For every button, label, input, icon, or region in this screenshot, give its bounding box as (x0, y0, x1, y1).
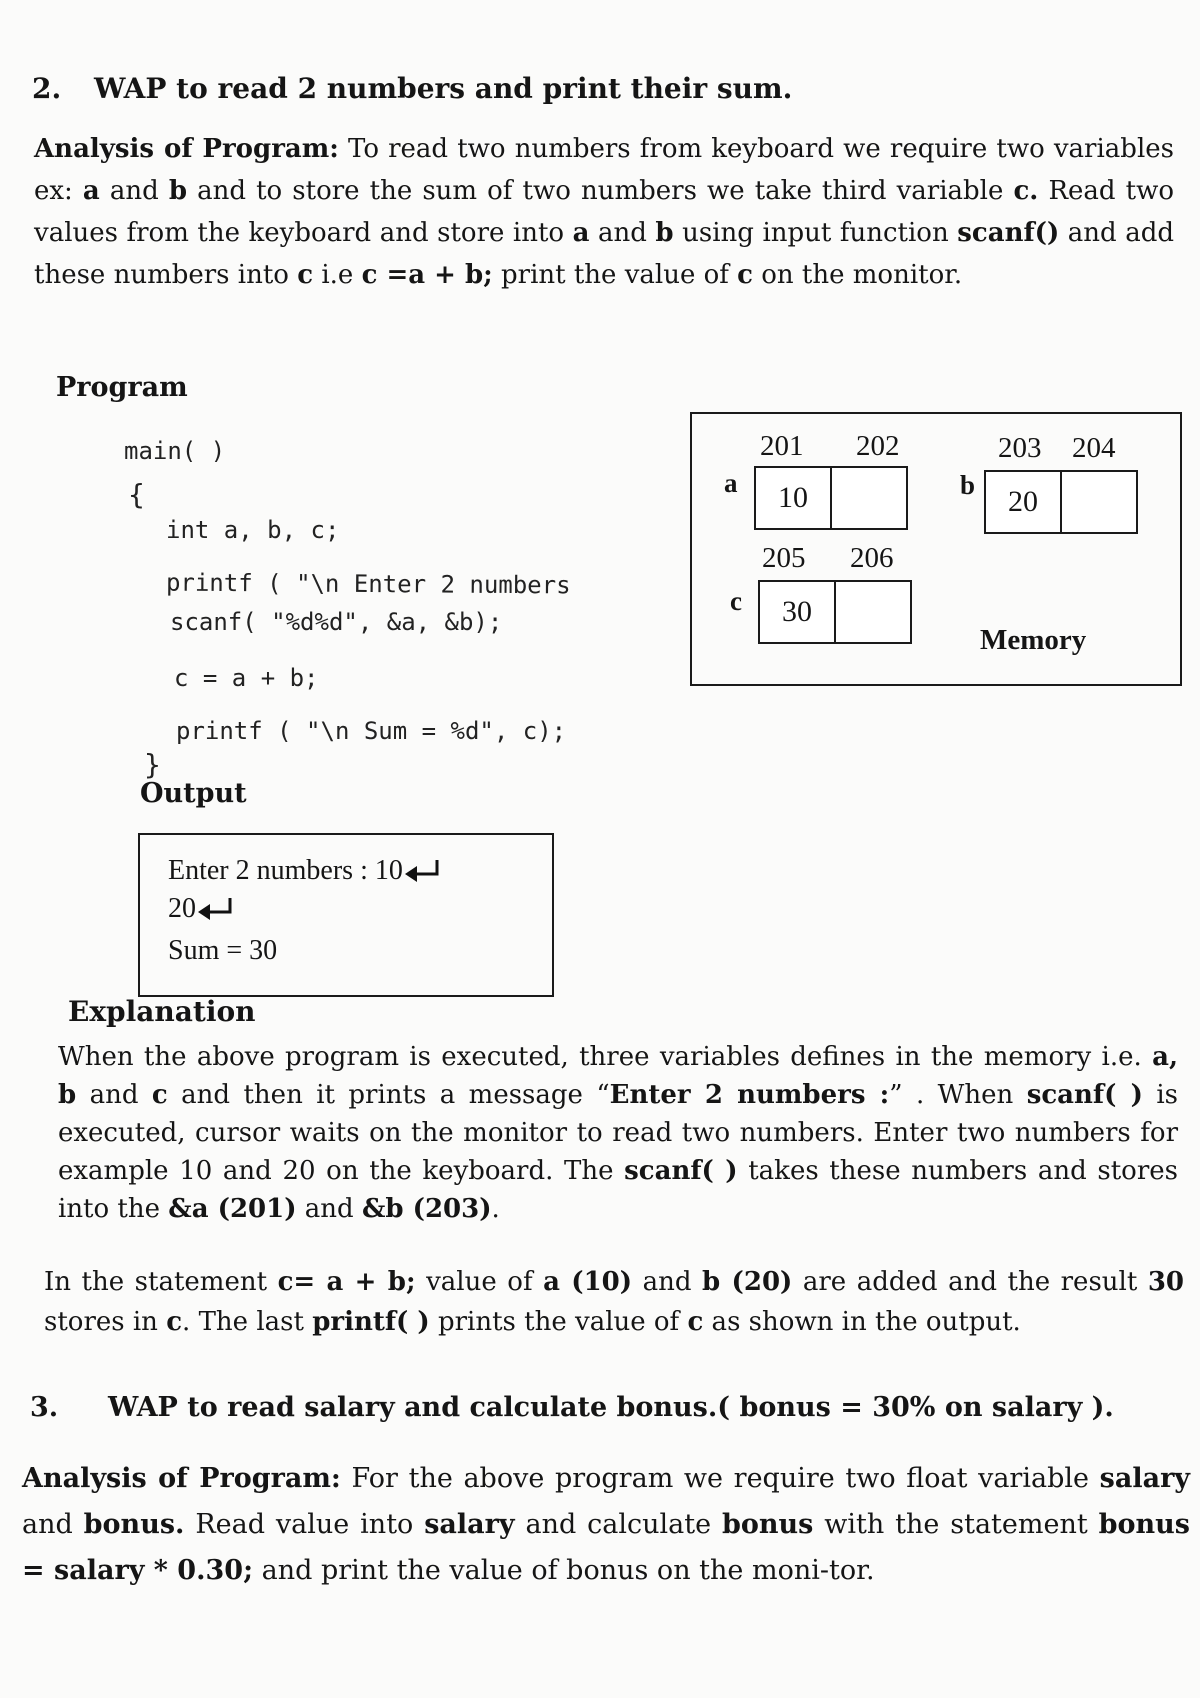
analysis-label: Analysis of Program: (34, 134, 339, 164)
func-scanf: scanf() (957, 218, 1060, 248)
enter-key-icon (196, 896, 236, 926)
output-label: Output (140, 778, 247, 809)
code-line-open-brace: { (128, 478, 145, 511)
analysis-text: and print the value of bonus on the moni-tor. (253, 1555, 875, 1586)
explanation-text: is executed, cursor waits on the monitor to read two numbers. Enter two numbers for example 10 and 20 on the keyboard. The (58, 1080, 1178, 1186)
code-line-declare: int a, b, c; (166, 516, 340, 544)
enter-key-icon (403, 858, 443, 888)
memory-cell-empty (830, 466, 908, 530)
address-a: &a (201) (168, 1194, 297, 1224)
var-b: b (168, 176, 188, 206)
analysis-text: i.e (313, 260, 362, 290)
analysis-text: and calculate (514, 1509, 722, 1540)
memory-cell-empty (1060, 470, 1138, 534)
var-c: c (687, 1307, 704, 1337)
memory-address: 201 (760, 430, 804, 462)
question-number: 2. (32, 72, 62, 105)
address-b: &b (203) (361, 1194, 492, 1224)
statement-paragraph (44, 1262, 1184, 1342)
code-line-scanf: scanf( "%d%d", &a, &b); (170, 608, 503, 636)
analysis-text: and (99, 176, 169, 206)
question-2-heading (32, 72, 792, 105)
code-line-printf-sum: printf ( "\n Sum = %d", c); (176, 717, 567, 745)
func-printf: printf( ) (312, 1307, 430, 1337)
func-scanf: scanf( ) (1026, 1080, 1143, 1110)
sum-expression: c= a + b; (277, 1267, 416, 1297)
code-line-sum: c = a + b; (174, 664, 319, 692)
bonus-expression: bonus = salary * 0.30; (22, 1509, 1190, 1586)
var-b: b (655, 218, 674, 248)
statement-text: as shown in the output. (703, 1307, 1021, 1337)
memory-address: 202 (856, 430, 900, 462)
analysis-text: and to store the sum of two numbers we take third variable (187, 176, 1014, 206)
output-line (168, 893, 236, 926)
statement-text: prints the value of (429, 1307, 688, 1337)
explanation-heading: Explanation (68, 995, 256, 1028)
memory-address: 203 (998, 432, 1042, 464)
memory-diagram (690, 412, 1182, 686)
memory-address: 204 (1072, 432, 1116, 464)
output-line-text: Enter 2 numbers : 10 (168, 855, 403, 886)
memory-cells-a (754, 466, 908, 530)
value-b: b (20) (702, 1267, 793, 1297)
analysis-text: and add these numbers into (34, 218, 1174, 290)
memory-var-name: a (724, 468, 738, 498)
memory-cells-b (984, 470, 1138, 534)
question-title: WAP to read salary and calculate bonus.( bonus = 30% on salary ). (108, 1392, 1114, 1423)
analysis-label: Analysis of Program: (22, 1463, 341, 1494)
memory-cell-value: 20 (984, 470, 1062, 534)
explanation-text: and (76, 1080, 152, 1110)
result-value: 30 (1147, 1267, 1185, 1297)
memory-cells-c (758, 580, 912, 644)
statement-text: In the statement (44, 1267, 278, 1297)
var-bonus: bonus. (83, 1509, 185, 1540)
memory-address: 205 (762, 542, 806, 574)
statement-text: and (632, 1267, 703, 1297)
var-c: c (737, 260, 753, 290)
program-label: Program (56, 372, 188, 403)
var-c: c (297, 260, 314, 290)
analysis-text: Read value into (184, 1509, 425, 1540)
memory-var-name: c (730, 586, 742, 616)
memory-label: Memory (980, 624, 1087, 656)
statement-text: stores in (44, 1307, 167, 1337)
explanation-text: ” . When (889, 1080, 1027, 1110)
question-3-heading (30, 1392, 1114, 1423)
output-line (168, 855, 443, 888)
analysis-text: with the statement (813, 1509, 1099, 1540)
statement-text: value of (415, 1267, 544, 1297)
analysis-text: For the above program we require two float variable (340, 1463, 1100, 1494)
memory-cell-empty (834, 580, 912, 644)
analysis-text: Read two values from the keyboard and store into (34, 176, 1175, 248)
output-line: Sum = 30 (168, 935, 278, 966)
statement-text: . The last (182, 1307, 313, 1337)
sum-expression: c =a + b; (361, 260, 493, 290)
explanation-text: When the above program is executed, three variables defines in the memory i.e. (58, 1042, 1153, 1072)
explanation-text: and then it prints a message “ (167, 1080, 610, 1110)
memory-address: 206 (850, 542, 894, 574)
explanation-paragraph (58, 1038, 1178, 1228)
prompt-message: Enter 2 numbers : (609, 1080, 890, 1110)
var-a: a (572, 218, 590, 248)
analysis-text: and (589, 218, 656, 248)
var-ab: a, b (58, 1042, 1178, 1110)
var-a: a (82, 176, 100, 206)
statement-text: are added and the result (792, 1267, 1148, 1297)
analysis-text: and (22, 1509, 84, 1540)
var-salary: salary (1099, 1463, 1190, 1494)
explanation-text: takes these numbers and stores into the (58, 1156, 1178, 1224)
value-a: a (10) (543, 1267, 633, 1297)
func-scanf: scanf( ) (624, 1156, 738, 1186)
memory-cell-value: 30 (758, 580, 836, 644)
var-salary: salary (424, 1509, 515, 1540)
var-c: c (166, 1307, 183, 1337)
var-bonus: bonus (721, 1509, 814, 1540)
question-number: 3. (30, 1392, 59, 1423)
memory-var-name: b (960, 470, 976, 500)
analysis-paragraph (34, 128, 1174, 296)
output-line-text: 20 (168, 893, 196, 924)
explanation-text: . (491, 1194, 500, 1224)
analysis-paragraph-q3 (22, 1456, 1190, 1594)
analysis-text: on the monitor. (753, 260, 963, 290)
question-title: WAP to read 2 numbers and print their sum. (94, 72, 793, 105)
analysis-text: print the value of (492, 260, 738, 290)
analysis-text: using input function (673, 218, 958, 248)
output-box (138, 833, 554, 997)
var-c: c. (1013, 176, 1039, 206)
code-line-main: main( ) (124, 437, 226, 465)
memory-cell-value: 10 (754, 466, 832, 530)
analysis-text: To read two numbers from keyboard we require two variables ex: (34, 134, 1174, 206)
code-line-close-brace: } (144, 748, 161, 781)
code-line-printf-prompt: printf ( "\n Enter 2 numbers (165, 568, 571, 600)
explanation-text: and (296, 1194, 362, 1224)
var-c: c (151, 1080, 168, 1110)
